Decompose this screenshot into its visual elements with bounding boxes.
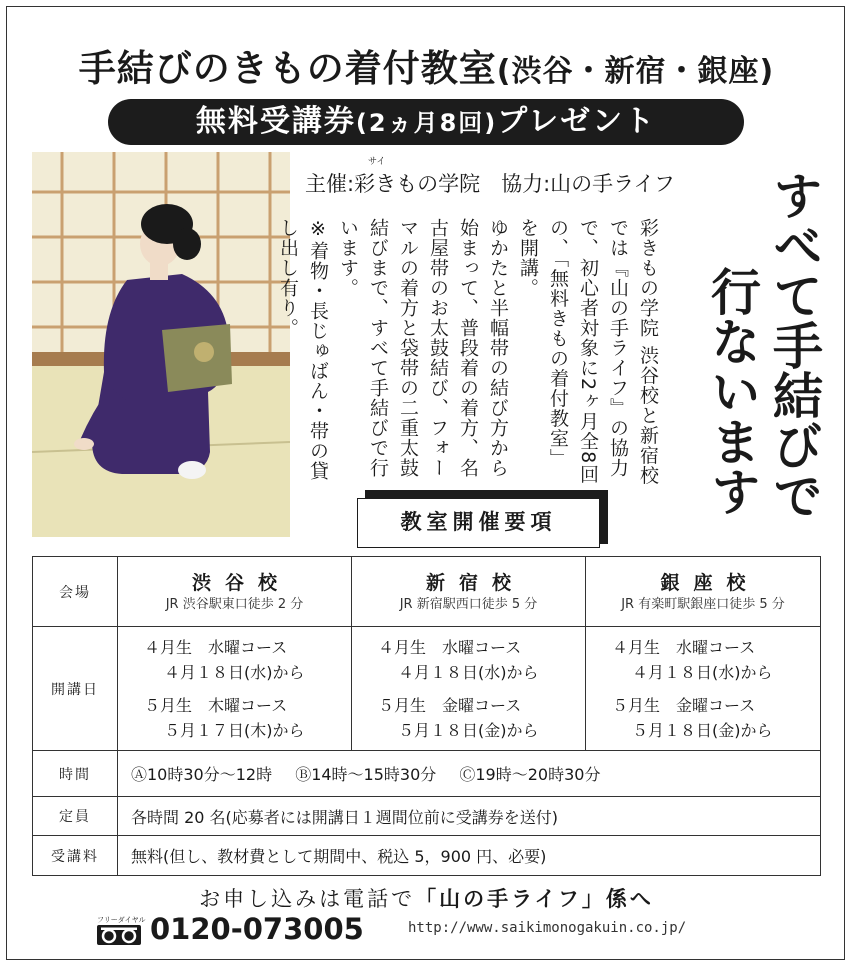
course-line: ４月生 水曜コース xyxy=(612,637,756,657)
table-row-venue xyxy=(33,557,821,627)
time-slot-a: Ⓐ10時30分～12時 xyxy=(131,765,273,784)
offer-banner xyxy=(108,99,744,145)
course-line: ５月生 金曜コース xyxy=(612,695,756,715)
time-slot-c: Ⓒ19時～20時30分 xyxy=(459,765,601,784)
requirements-heading: 教室開催要項 xyxy=(357,498,600,548)
organizer-text: 主催:彩きもの学院 協力:山の手ライフ xyxy=(305,172,675,196)
time-slots xyxy=(118,751,821,797)
course-line: ５月生 木曜コース xyxy=(144,695,288,715)
dates-ginza xyxy=(586,627,821,751)
capacity-value: 各時間 20 名(応募者には開講日１週間位前に受講券を送付) xyxy=(118,797,821,836)
banner-present: プレゼント xyxy=(497,104,657,139)
table-row-capacity xyxy=(33,797,821,836)
kimono-woman-illustration xyxy=(32,152,290,537)
school-name: 銀座校 xyxy=(660,571,760,594)
start-label: 開講日 xyxy=(33,627,118,751)
table-row-time xyxy=(33,751,821,797)
free-dial-label: フリーダイヤル xyxy=(97,916,146,924)
date-line: ５月１８日(金)から xyxy=(398,720,539,740)
school-shinjuku xyxy=(352,557,586,627)
catchphrase xyxy=(701,170,825,550)
date-line: ４月１８日(水)から xyxy=(164,662,305,682)
description-paragraph: 彩きもの学院 渋谷校と新宿校では『山の手ライフ』の協力で、初心者対象に2ヶ月全8回の、「無料きもの着付教室」を開講。 xyxy=(517,218,659,486)
title-main: 手結びのきもの着付教室 xyxy=(78,47,497,90)
school-access: JR 有楽町駅銀座口徒歩 5 分 xyxy=(621,596,785,612)
phone-number[interactable]: 0120-073005 xyxy=(150,912,364,946)
apply-instruction xyxy=(0,883,853,913)
title-locations: (渋谷・新宿・銀座) xyxy=(496,54,775,89)
catchphrase-line2: 行ないます xyxy=(703,266,762,516)
table-row-fee xyxy=(33,836,821,876)
apply-prefix: お申し込みは電話で xyxy=(199,887,416,911)
fee-label: 受講料 xyxy=(33,836,118,876)
course-line: ５月生 金曜コース xyxy=(378,695,522,715)
kimono-photo xyxy=(32,152,290,537)
time-label: 時間 xyxy=(33,751,118,797)
time-slot-b: Ⓑ14時～15時30分 xyxy=(295,765,437,784)
course-line: ４月生 水曜コース xyxy=(378,637,522,657)
free-dial-icon xyxy=(97,925,141,945)
description-text xyxy=(273,218,663,488)
capacity-label: 定員 xyxy=(33,797,118,836)
banner-sessions: (2ヵ月8回) xyxy=(355,109,498,137)
school-ginza xyxy=(586,557,821,627)
catchphrase-line1: すべて手結びで xyxy=(765,170,824,520)
fee-value: 無料(但し、教材費として期間中、税込 5，900 円、必要) xyxy=(118,836,821,876)
school-shibuya xyxy=(118,557,352,627)
school-name: 渋谷校 xyxy=(191,571,291,594)
banner-free-ticket: 無料受講券 xyxy=(195,104,356,139)
course-line: ４月生 水曜コース xyxy=(144,637,288,657)
date-line: ５月１７日(木)から xyxy=(164,720,305,740)
organizer-line xyxy=(305,157,675,198)
school-access: JR 新宿駅西口徒歩 5 分 xyxy=(399,596,538,612)
venue-label: 会場 xyxy=(33,557,118,627)
apply-contact-name: 「山の手ライフ」係へ xyxy=(415,887,654,911)
schedule-table xyxy=(32,556,821,876)
date-line: ５月１８日(金)から xyxy=(632,720,773,740)
page-title xyxy=(0,38,853,92)
dates-shibuya xyxy=(118,627,352,751)
description-note: ※着物・長じゅばん・帯の貸し出し有り。 xyxy=(277,218,329,481)
school-name: 新宿校 xyxy=(425,571,525,594)
website-url[interactable]: http://www.saikimonogakuin.co.jp/ xyxy=(408,920,687,936)
date-line: ４月１８日(水)から xyxy=(398,662,539,682)
organizer-ruby: サイ xyxy=(368,157,386,167)
table-row-start-dates xyxy=(33,627,821,751)
school-access: JR 渋谷駅東口徒歩 2 分 xyxy=(165,596,304,612)
description-paragraph: ゆかたと半幅帯の結び方から始まって、普段着の着方、名古屋帯のお太鼓結び、フォーマルの着方と袋帯の二重太鼓結びまで、すべて手結びで行います。 xyxy=(337,218,509,478)
dates-shinjuku xyxy=(352,627,586,751)
date-line: ４月１８日(水)から xyxy=(632,662,773,682)
